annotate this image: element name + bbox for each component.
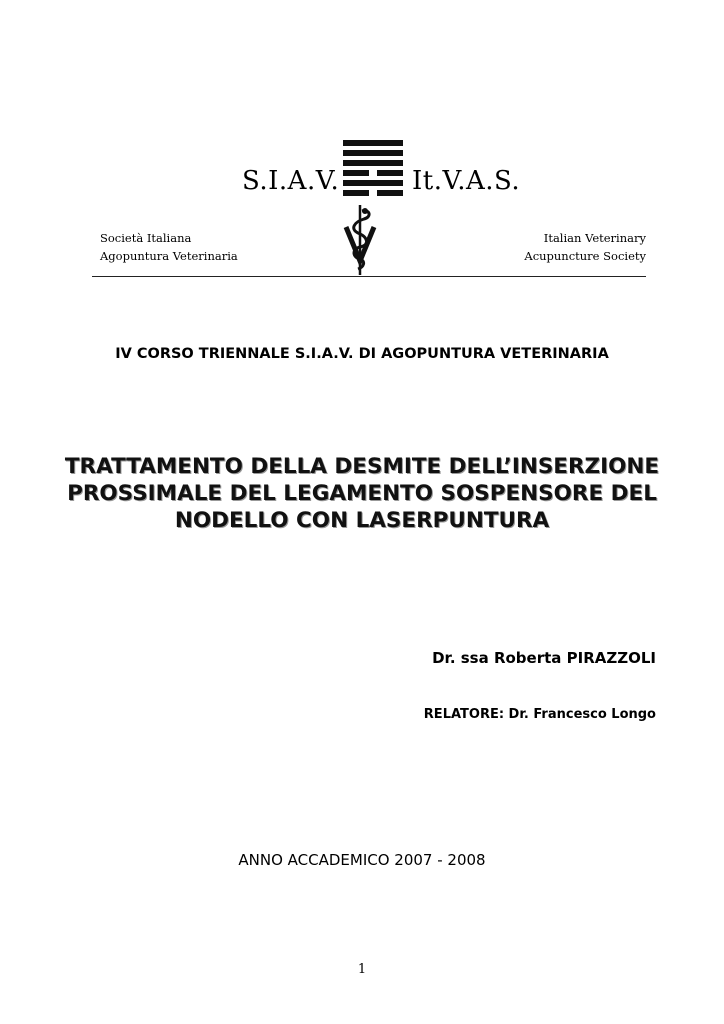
supervisor-name: RELATORE: Dr. Francesco Longo (423, 707, 656, 722)
thesis-title (60, 453, 664, 534)
author-name: Dr. ssa Roberta PIRAZZOLI (432, 649, 656, 667)
itvas-name-line2: Acupuncture Society (524, 249, 646, 263)
course-title: IV CORSO TRIENNALE S.I.A.V. DI AGOPUNTURA VETERINARIA (115, 346, 609, 362)
siav-name-line2: Agopuntura Veterinaria (100, 249, 238, 263)
page-number: 1 (357, 962, 367, 977)
society-logo-header (70, 128, 660, 283)
thesis-title-line3: NODELLO CON LASERPUNTURA (174, 508, 550, 533)
academic-year: ANNO ACCADEMICO 2007 - 2008 (238, 851, 486, 869)
caduceus-icon (340, 205, 380, 277)
itvas-name-line1: Italian Veterinary (543, 231, 646, 245)
header-divider (92, 276, 646, 277)
siav-abbreviation: S.I.A.V. (242, 166, 340, 196)
thesis-title-line2: PROSSIMALE DEL LEGAMENTO SOSPENSORE DEL (67, 481, 657, 506)
thesis-title-line1: TRATTAMENTO DELLA DESMITE DELL’INSERZIONE (64, 454, 660, 479)
siav-name-line1: Società Italiana (100, 231, 192, 245)
trigram-icon (343, 140, 403, 200)
itvas-abbreviation: It.V.A.S. (412, 166, 521, 196)
